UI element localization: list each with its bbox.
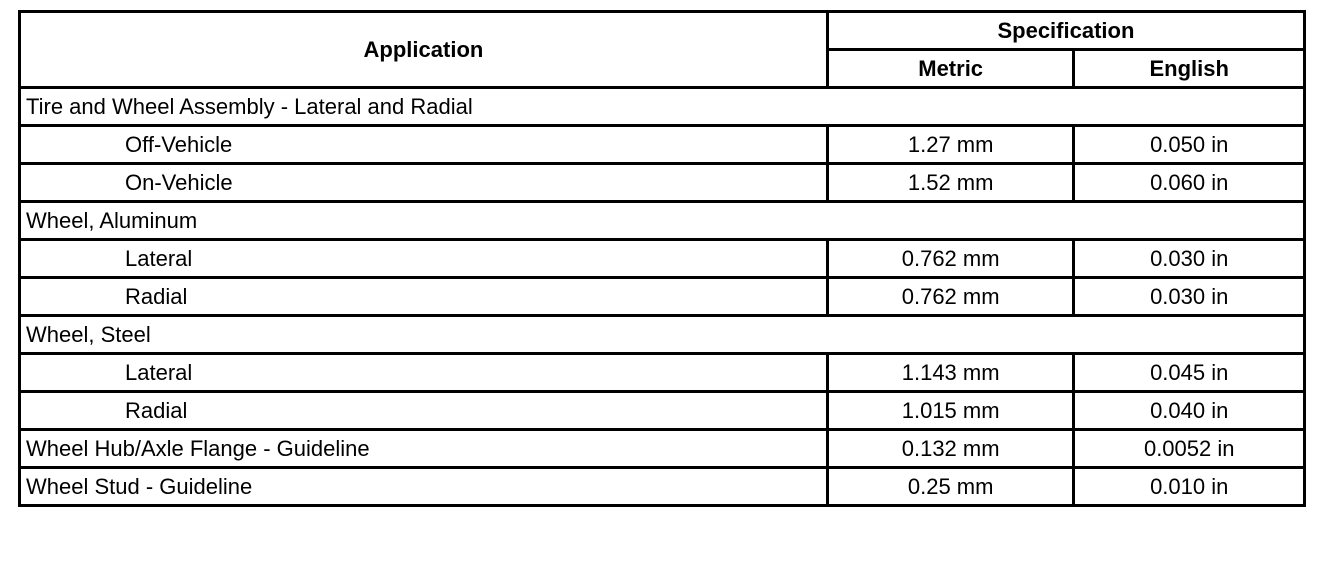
group-row — [20, 316, 1305, 354]
row-label: Radial — [20, 392, 828, 430]
english-value: 0.030 in — [1074, 240, 1305, 278]
row-label: Lateral — [20, 354, 828, 392]
english-value: 0.045 in — [1074, 354, 1305, 392]
metric-value: 1.52 mm — [827, 164, 1074, 202]
row-label: Off-Vehicle — [20, 126, 828, 164]
table-row — [20, 468, 1305, 506]
english-value: 0.060 in — [1074, 164, 1305, 202]
metric-value: 1.143 mm — [827, 354, 1074, 392]
header-row-top — [20, 12, 1305, 50]
english-value: 0.010 in — [1074, 468, 1305, 506]
table-header — [20, 12, 1305, 88]
metric-value: 0.762 mm — [827, 278, 1074, 316]
row-label: Lateral — [20, 240, 828, 278]
english-value: 0.050 in — [1074, 126, 1305, 164]
table-row — [20, 392, 1305, 430]
table-row — [20, 354, 1305, 392]
table-row — [20, 240, 1305, 278]
specification-table — [18, 10, 1306, 507]
specification-header: Specification — [827, 12, 1304, 50]
application-header: Application — [20, 12, 828, 88]
table-row — [20, 278, 1305, 316]
metric-value: 0.25 mm — [827, 468, 1074, 506]
english-value: 0.0052 in — [1074, 430, 1305, 468]
row-label: Radial — [20, 278, 828, 316]
english-value: 0.040 in — [1074, 392, 1305, 430]
metric-value: 1.015 mm — [827, 392, 1074, 430]
group-row — [20, 202, 1305, 240]
english-header: English — [1074, 50, 1305, 88]
group-label: Tire and Wheel Assembly - Lateral and Radial — [20, 88, 1305, 126]
group-label: Wheel, Steel — [20, 316, 1305, 354]
table-row — [20, 430, 1305, 468]
metric-value: 1.27 mm — [827, 126, 1074, 164]
row-label: Wheel Stud - Guideline — [20, 468, 828, 506]
metric-value: 0.762 mm — [827, 240, 1074, 278]
row-label: On-Vehicle — [20, 164, 828, 202]
table-body — [20, 88, 1305, 506]
row-label: Wheel Hub/Axle Flange - Guideline — [20, 430, 828, 468]
metric-value: 0.132 mm — [827, 430, 1074, 468]
english-value: 0.030 in — [1074, 278, 1305, 316]
group-label: Wheel, Aluminum — [20, 202, 1305, 240]
table-row — [20, 126, 1305, 164]
metric-header: Metric — [827, 50, 1074, 88]
group-row — [20, 88, 1305, 126]
table-row — [20, 164, 1305, 202]
